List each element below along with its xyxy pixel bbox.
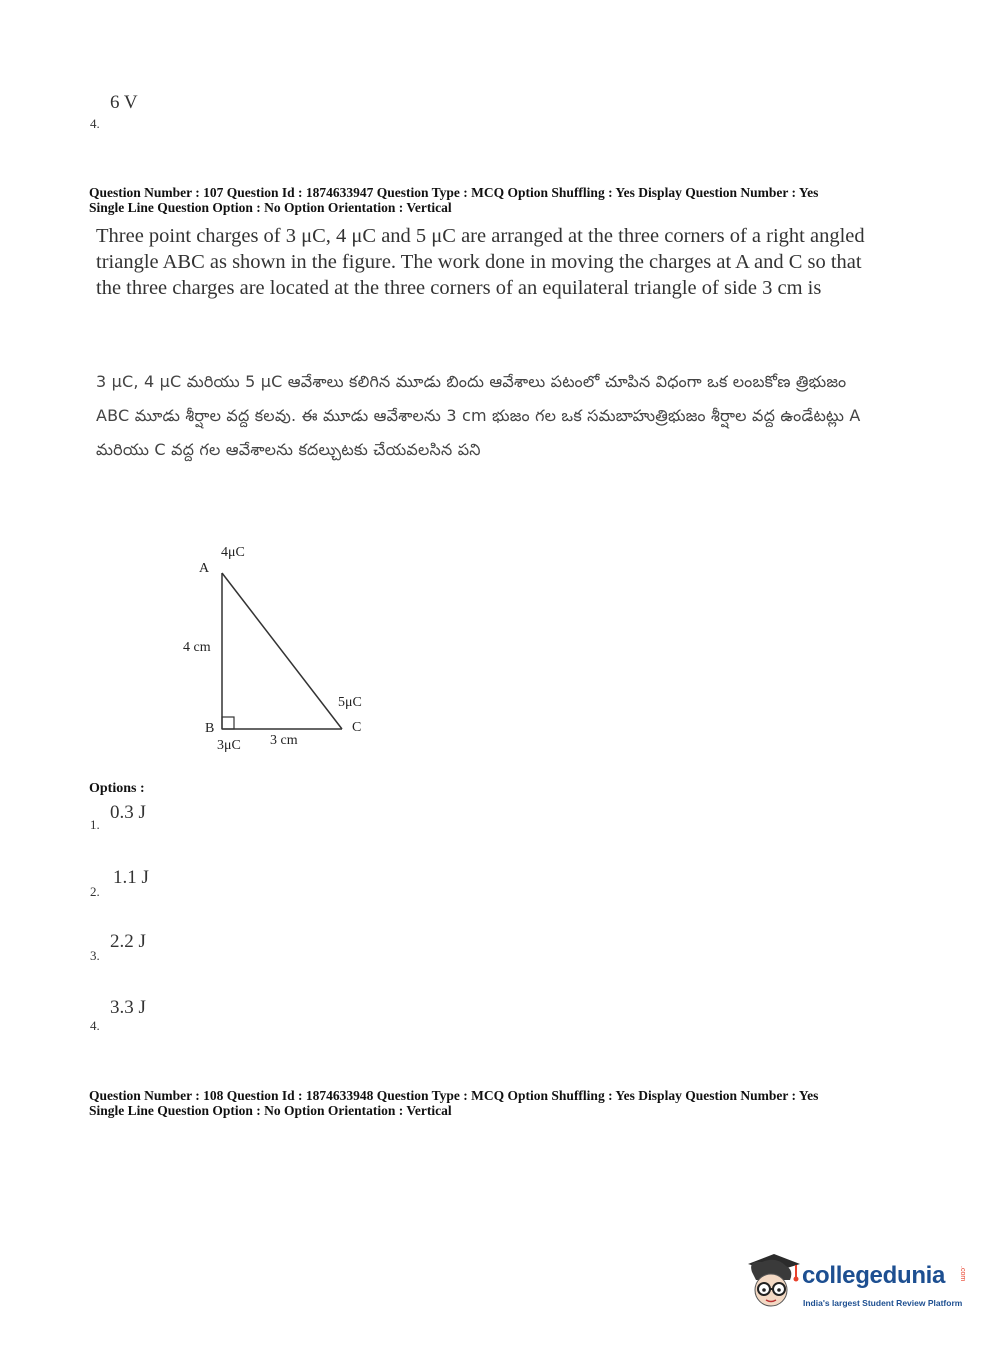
- logo-name: collegedunia: [802, 1262, 946, 1289]
- option-number: 3.: [90, 948, 100, 963]
- option-value: 2.2 J: [110, 931, 146, 952]
- logo-suffix: .com: [959, 1266, 966, 1282]
- logo-tagline: India's largest Student Review Platform: [803, 1298, 963, 1308]
- right-angle-marker: [222, 717, 234, 729]
- side-ac: [222, 573, 342, 729]
- charge-a: 4μC: [221, 545, 245, 560]
- label-b: B: [205, 721, 215, 736]
- q107-text-english: Three point charges of 3 μC, 4 μC and 5 μC are arranged at the three corners of a right angled triangle ABC as shown in the figure. The work done in moving the charges at A and C so that the three charges are located at the three corners of an equilateral triangle of side 3 cm is: [96, 225, 865, 299]
- side-ab-label: 4 cm: [183, 640, 211, 655]
- q108-meta-line2: Single Line Question Option : No Option Orientation : Vertical: [89, 1103, 452, 1118]
- prev-option-number: 4.: [90, 116, 100, 131]
- q107-meta-line1: Question Number : 107 Question Id : 1874633947 Question Type : MCQ Option Shuffling : Yes Display Question Number : Yes: [89, 185, 819, 200]
- q107-text-telugu: 3 μC, 4 μC మరియు 5 μC ఆవేశాలు కలిగిన మూడు బిందు ఆవేశాలు పటంలో చూపిన విధంగా ఒక లంబకోణ త్రిభుజం ABC మూడు శీర్షాల వద్ద కలవు. ఈ మూడు ఆవేశాలను 3 cm భుజం గల ఒక సమబాహుత్రిభుజం శీర్షాల వద్ద ఉండేటట్లు A మరియు C వద్ద గల ఆవేశాలను కదల్చుటకు చేయవలసిన పని: [96, 372, 861, 459]
- prev-option-value: 6 V: [110, 92, 138, 113]
- q107-meta: [89, 185, 818, 215]
- option-number: 4.: [90, 1018, 100, 1033]
- collegedunia-logo[interactable]: [742, 1250, 982, 1320]
- option-value: 3.3 J: [110, 997, 146, 1018]
- label-a: A: [199, 561, 210, 576]
- charge-b: 3μC: [217, 738, 241, 753]
- q108-meta: [89, 1088, 818, 1118]
- options-title: Options :: [89, 781, 145, 796]
- charge-c: 5μC: [338, 695, 362, 710]
- side-bc-label: 3 cm: [270, 733, 298, 748]
- q107-meta-line2: Single Line Question Option : No Option Orientation : Vertical: [89, 200, 452, 215]
- label-c: C: [352, 720, 362, 735]
- option-number: 1.: [90, 817, 100, 832]
- option-value: 0.3 J: [110, 802, 146, 823]
- q108-meta-line1: Question Number : 108 Question Id : 1874633948 Question Type : MCQ Option Shuffling : Yes Display Question Number : Yes: [89, 1088, 819, 1103]
- option-number: 2.: [90, 884, 100, 899]
- mascot-icon: [742, 1250, 802, 1312]
- option-value: 1.1 J: [113, 867, 149, 888]
